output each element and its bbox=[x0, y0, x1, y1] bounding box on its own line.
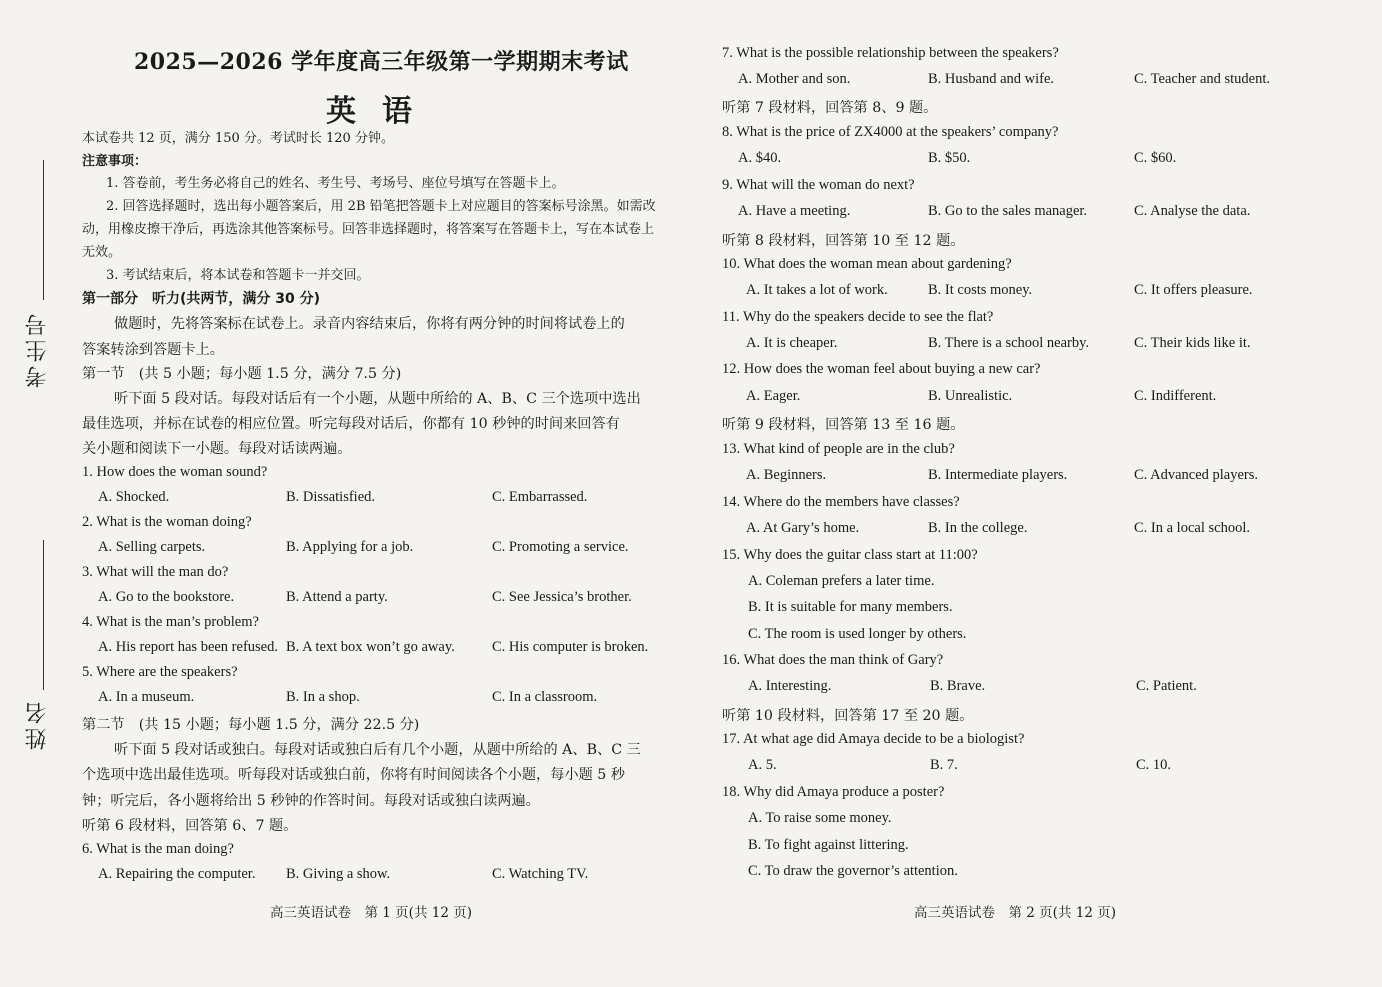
option-b: B. To fight against littering. bbox=[748, 837, 909, 853]
option-a: A. $40. bbox=[738, 150, 782, 166]
option-b: B. It is suitable for many members. bbox=[748, 599, 953, 615]
option-b: B. $50. bbox=[928, 150, 971, 166]
option-a: A. Repairing the computer. bbox=[98, 866, 256, 882]
option-b: B. Applying for a job. bbox=[286, 539, 414, 555]
part1-instruction: 答案转涂到答题卡上。 bbox=[82, 342, 224, 358]
option-b: B. Attend a party. bbox=[286, 589, 388, 605]
option-c: C. Promoting a service. bbox=[492, 539, 629, 555]
option-b: B. Brave. bbox=[930, 678, 986, 694]
notes-heading: 注意事项： bbox=[82, 154, 148, 169]
option-b: B. Unrealistic. bbox=[928, 388, 1013, 404]
option-c: C. Patient. bbox=[1136, 678, 1197, 694]
section2-heading: 第二节 (共 15 小题；每小题 1.5 分，满分 22.5 分) bbox=[82, 717, 420, 733]
question-18: 18. Why did Amaya produce a poster? bbox=[722, 784, 945, 800]
option-a: A. Go to the bookstore. bbox=[98, 589, 235, 605]
question-16: 16. What does the man think of Gary? bbox=[722, 652, 944, 668]
option-c: C. The room is used longer by others. bbox=[748, 626, 967, 642]
option-b: B. Husband and wife. bbox=[928, 71, 1055, 87]
option-c: C. His computer is broken. bbox=[492, 639, 649, 655]
option-c: C. It offers pleasure. bbox=[1134, 282, 1253, 298]
question-2: 2. What is the woman doing? bbox=[82, 514, 252, 530]
option-c: C. $60. bbox=[1134, 150, 1177, 166]
option-c: C. Indifferent. bbox=[1134, 388, 1217, 404]
option-b: B. It costs money. bbox=[928, 282, 1033, 298]
option-a: A. It is cheaper. bbox=[746, 335, 838, 351]
exam-number-label: 考生号 bbox=[25, 310, 50, 388]
option-a: A. Mother and son. bbox=[738, 71, 851, 87]
section2-instruction: 听下面 5 段对话或独白。每段对话或独白后有几个小题，从题中所给的 A、B、C 三 bbox=[114, 742, 641, 758]
question-14: 14. Where do the members have classes? bbox=[722, 494, 960, 510]
option-c: C. 10. bbox=[1136, 757, 1172, 773]
option-b: B. A text box won’t go away. bbox=[286, 639, 455, 655]
material-8-heading: 听第 8 段材料，回答第 10 至 12 题。 bbox=[722, 233, 965, 249]
question-15: 15. Why does the guitar class start at 11:00? bbox=[722, 547, 978, 563]
option-a: A. Have a meeting. bbox=[738, 203, 851, 219]
section2-instruction: 个选项中选出最佳选项。听每段对话或独白前，你将有时间阅读各个小题，每小题 5 秒 bbox=[82, 767, 625, 783]
exam-title: 2025—2026 学年度高三年级第一学期期末考试 bbox=[134, 49, 629, 75]
question-12: 12. How does the woman feel about buying a new car? bbox=[722, 361, 1041, 377]
section1-heading: 第一节 (共 5 小题；每小题 1.5 分，满分 7.5 分) bbox=[82, 366, 402, 382]
option-b: B. Intermediate players. bbox=[928, 467, 1068, 483]
section2-instruction: 钟；听完后，各小题将给出 5 秒钟的作答时间。每段对话或独白读两遍。 bbox=[82, 793, 540, 809]
option-a: A. It takes a lot of work. bbox=[746, 282, 888, 298]
option-a: A. Shocked. bbox=[98, 489, 170, 505]
option-c: C. Embarrassed. bbox=[492, 489, 588, 505]
option-a: A. To raise some money. bbox=[748, 810, 892, 826]
option-b: B. Go to the sales manager. bbox=[928, 203, 1088, 219]
option-a: A. Selling carpets. bbox=[98, 539, 206, 555]
question-17: 17. At what age did Amaya decide to be a biologist? bbox=[722, 731, 1025, 747]
option-c: C. In a local school. bbox=[1134, 520, 1250, 536]
option-c: C. Watching TV. bbox=[492, 866, 589, 882]
note-line: 2. 回答选择题时，选出每小题答案后，用 2B 铅笔把答题卡上对应题目的答案标号涂黑。如需改 bbox=[106, 199, 656, 214]
name-label: 姓名 bbox=[25, 698, 50, 750]
question-5: 5. Where are the speakers? bbox=[82, 664, 238, 680]
option-a: A. 5. bbox=[748, 757, 777, 773]
option-c: C. In a classroom. bbox=[492, 689, 598, 705]
option-b: B. 7. bbox=[930, 757, 958, 773]
binding-margin bbox=[22, 150, 72, 850]
page-2-footer: 高三英语试卷 第 2 页(共 12 页) bbox=[914, 905, 1116, 921]
option-c: C. Their kids like it. bbox=[1134, 335, 1251, 351]
option-c: C. See Jessica’s brother. bbox=[492, 589, 632, 605]
subject-title: 英语 bbox=[326, 94, 438, 129]
option-b: B. Dissatisfied. bbox=[286, 489, 376, 505]
question-11: 11. Why do the speakers decide to see the flat? bbox=[722, 309, 994, 325]
section1-instruction: 听下面 5 段对话。每段对话后有一个小题，从题中所给的 A、B、C 三个选项中选出 bbox=[114, 391, 641, 407]
option-c: C. To draw the governor’s attention. bbox=[748, 863, 958, 879]
option-b: B. In the college. bbox=[928, 520, 1028, 536]
material-6-heading: 听第 6 段材料，回答第 6、7 题。 bbox=[82, 818, 298, 834]
option-a: A. Beginners. bbox=[746, 467, 827, 483]
question-13: 13. What kind of people are in the club? bbox=[722, 441, 955, 457]
question-10: 10. What does the woman mean about gardening? bbox=[722, 256, 1012, 272]
intro-text: 本试卷共 12 页，满分 150 分。考试时长 120 分钟。 bbox=[82, 131, 394, 146]
question-3: 3. What will the man do? bbox=[82, 564, 229, 580]
option-a: A. At Gary’s home. bbox=[746, 520, 860, 536]
part1-heading: 第一部分 听力(共两节，满分 30 分) bbox=[82, 291, 321, 307]
option-a: A. Interesting. bbox=[748, 678, 832, 694]
question-1: 1. How does the woman sound? bbox=[82, 464, 268, 480]
option-c: C. Analyse the data. bbox=[1134, 203, 1251, 219]
question-7: 7. What is the possible relationship between the speakers? bbox=[722, 45, 1059, 61]
name-line bbox=[43, 540, 44, 690]
note-line: 无效。 bbox=[82, 245, 122, 260]
question-8: 8. What is the price of ZX4000 at the speakers’ company? bbox=[722, 124, 1059, 140]
question-6: 6. What is the man doing? bbox=[82, 841, 234, 857]
material-7-heading: 听第 7 段材料，回答第 8、9 题。 bbox=[722, 100, 938, 116]
part1-instruction: 做题时，先将答案标在试卷上。录音内容结束后，你将有两分钟的时间将试卷上的 bbox=[114, 316, 625, 332]
option-a: A. Coleman prefers a later time. bbox=[748, 573, 935, 589]
option-b: B. There is a school nearby. bbox=[928, 335, 1090, 351]
section1-instruction: 最佳选项，并标在试卷的相应位置。听完每段对话后，你都有 10 秒钟的时间来回答有 bbox=[82, 416, 620, 432]
option-c: C. Teacher and student. bbox=[1134, 71, 1271, 87]
section1-instruction: 关小题和阅读下一小题。每段对话读两遍。 bbox=[82, 441, 352, 457]
material-10-heading: 听第 10 段材料，回答第 17 至 20 题。 bbox=[722, 708, 974, 724]
question-4: 4. What is the man’s problem? bbox=[82, 614, 259, 630]
option-a: A. His report has been refused. bbox=[98, 639, 278, 655]
note-line: 1. 答卷前，考生务必将自己的姓名、考生号、考场号、座位号填写在答题卡上。 bbox=[106, 176, 565, 191]
page-1-footer: 高三英语试卷 第 1 页(共 12 页) bbox=[270, 905, 472, 921]
question-9: 9. What will the woman do next? bbox=[722, 177, 915, 193]
note-line: 动，用橡皮擦干净后，再选涂其他答案标号。回答非选择题时，将答案写在答题卡上，写在本试卷上 bbox=[82, 222, 655, 237]
exam-number-line bbox=[43, 160, 44, 300]
note-line: 3. 考试结束后，将本试卷和答题卡一并交回。 bbox=[106, 268, 370, 283]
option-b: B. Giving a show. bbox=[286, 866, 391, 882]
option-c: C. Advanced players. bbox=[1134, 467, 1259, 483]
material-9-heading: 听第 9 段材料，回答第 13 至 16 题。 bbox=[722, 417, 965, 433]
option-a: A. In a museum. bbox=[98, 689, 195, 705]
option-b: B. In a shop. bbox=[286, 689, 360, 705]
option-a: A. Eager. bbox=[746, 388, 801, 404]
